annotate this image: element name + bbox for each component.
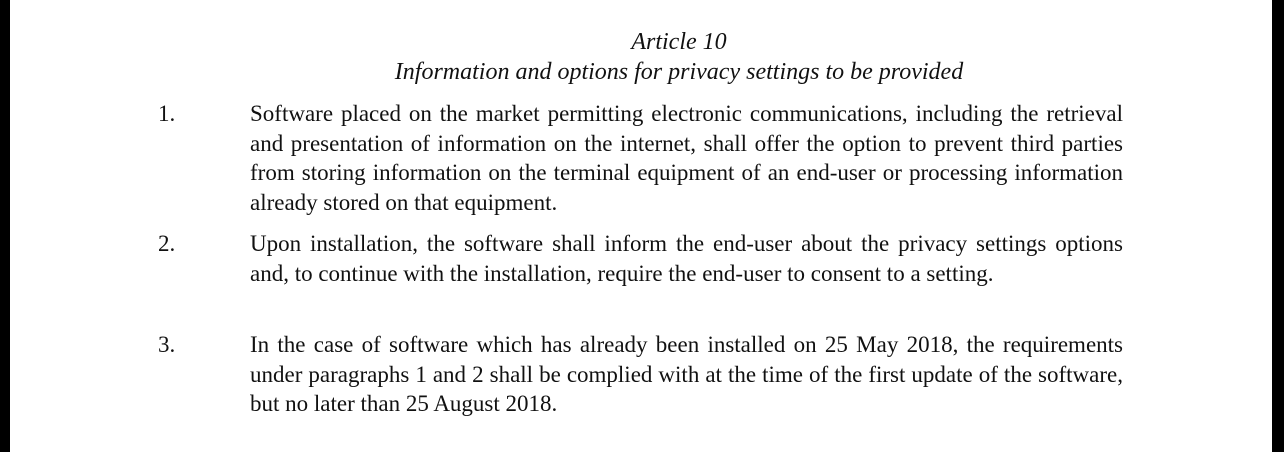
paragraph-number: 3. — [158, 332, 176, 357]
paragraph-text: In the case of software which has already been installed on 25 May 2018, the requirements under paragraphs 1 and 2 shall be complied with at the time of the first update of the software, but no later than 25 August 2018. — [250, 332, 1123, 416]
paragraph-number: 2. — [158, 231, 176, 256]
article-number: Article 10 — [631, 29, 727, 55]
paragraph-text: Upon installation, the software shall inform the end-user about the privacy settings options and, to continue with the installation, require the end-user to consent to a setting. — [250, 231, 1123, 286]
paragraph-text: Software placed on the market permitting electronic communications, including the retrieval and presentation of information on the internet, shall offer the option to prevent third parties from storing information on the terminal equipment of an end-user or processing information already stored on that equipment. — [250, 101, 1123, 215]
document-page — [10, 0, 1272, 452]
article-title: Information and options for privacy settings to be provided — [394, 59, 964, 85]
paragraph-number: 1. — [158, 101, 176, 126]
